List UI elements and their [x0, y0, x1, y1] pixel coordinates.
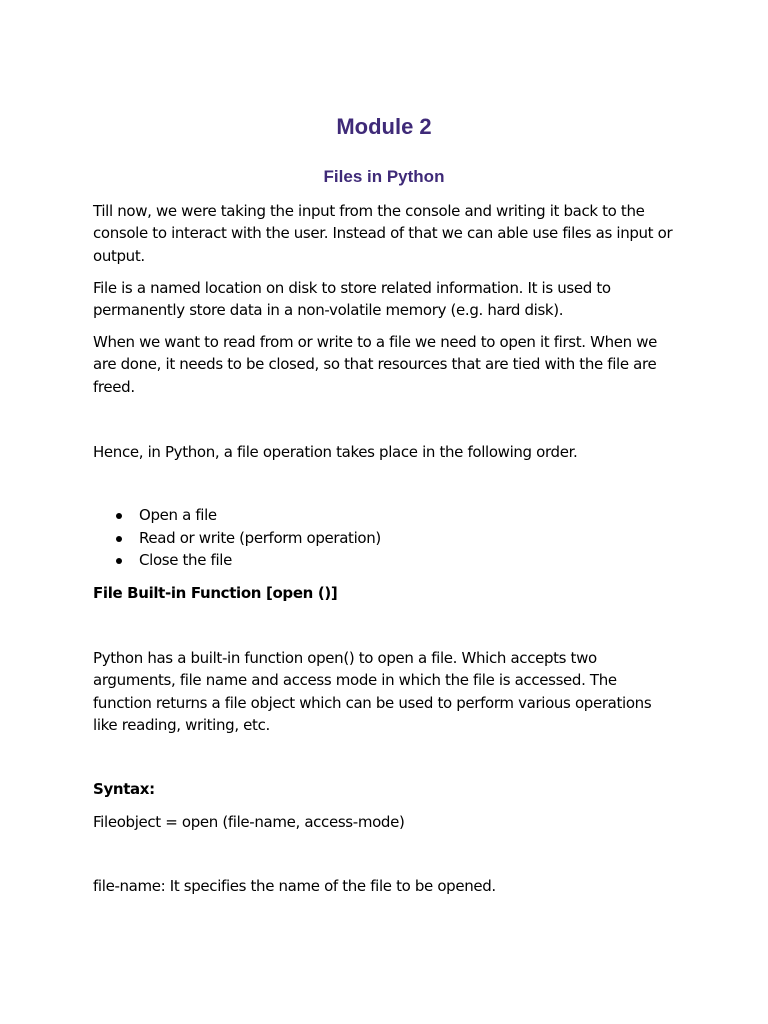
- bullet-icon: [116, 513, 122, 519]
- bullet-icon: [116, 558, 122, 564]
- open-close-paragraph: When we want to read from or write to a file we need to open it first. When we are done, it needs to be closed, so that resources that are tied with the file are freed.: [93, 333, 658, 396]
- operation-list: [93, 504, 381, 572]
- syntax-line: Fileobject = open (file-name, access-mode): [93, 813, 405, 831]
- list-item-label: Open a file: [139, 506, 217, 524]
- section-heading: File Built-in Function [open ()]: [93, 584, 338, 602]
- page-subtitle: Files in Python: [323, 167, 445, 186]
- file-name-description: file-name: It specifies the name of the file to be opened.: [93, 877, 496, 895]
- list-item-label: Read or write (perform operation): [139, 528, 381, 547]
- order-paragraph: Hence, in Python, a file operation takes place in the following order.: [93, 443, 578, 461]
- list-item-label: Close the file: [139, 551, 232, 569]
- syntax-label: Syntax:: [93, 780, 155, 798]
- list-item: [93, 504, 381, 527]
- list-item: [93, 549, 381, 572]
- file-definition-paragraph: File is a named location on disk to store related information. It is used to permanently store data in a non-volatile memory (e.g. hard disk).: [93, 279, 611, 320]
- page-title: Module 2: [336, 114, 432, 139]
- list-item: [93, 527, 381, 550]
- intro-paragraph: Till now, we were taking the input from the console and writing it back to the console to interact with the user. Instead of that we can able use files as input or output.: [93, 202, 673, 265]
- bullet-icon: [116, 536, 122, 542]
- open-description-paragraph: Python has a built-in function open() to open a file. Which accepts two arguments, file name and access mode in which the file is accessed. The function returns a file object which can be used to perform various operations like reading, writing, etc.: [93, 649, 652, 734]
